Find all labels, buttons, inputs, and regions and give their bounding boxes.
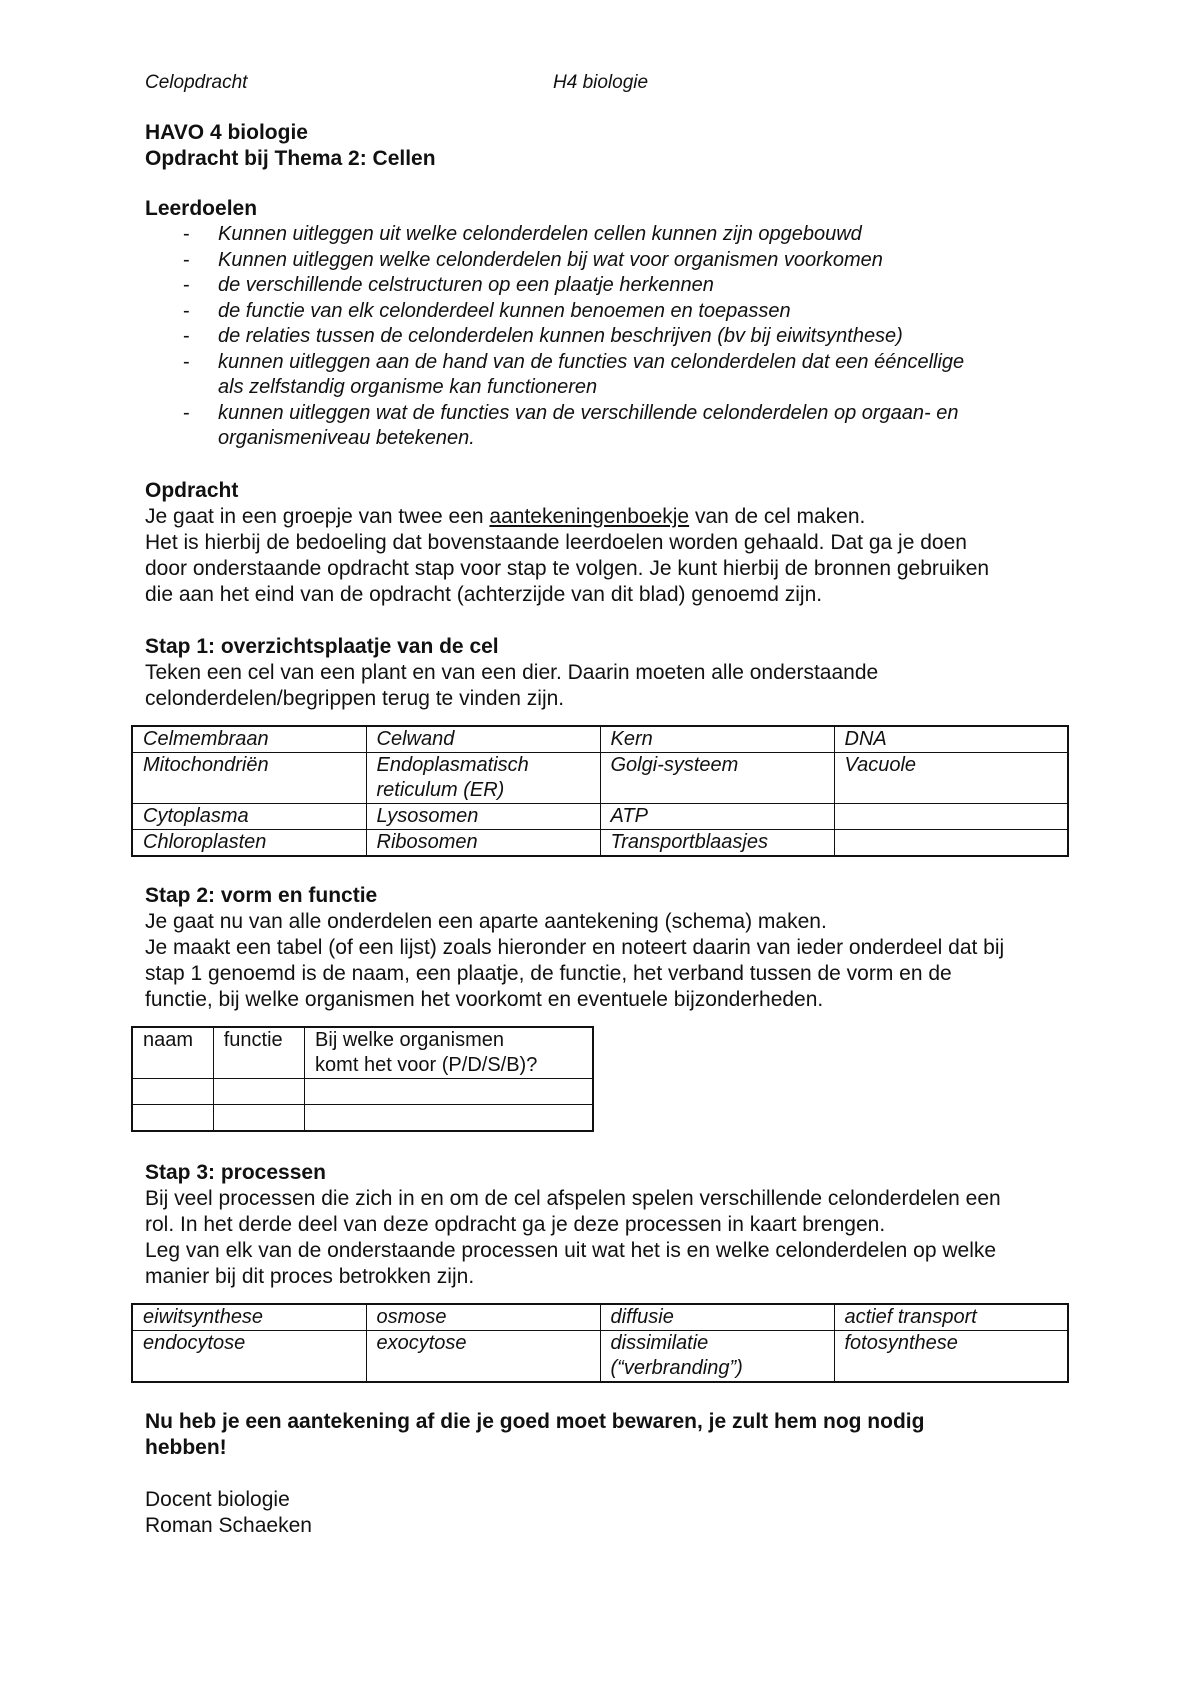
stap2-heading: Stap 2: vorm en functie [145, 883, 378, 907]
leerdoel-item [145, 273, 1075, 299]
header-left: Celopdracht [145, 72, 248, 93]
opdracht-line: die aan het eind van de opdracht (achterzijde van dit blad) genoemd zijn. [145, 582, 823, 606]
bullet-dash-icon: - [183, 299, 190, 322]
form-cell [132, 1104, 213, 1131]
celonderdeel-cell: Chloroplasten [132, 829, 366, 856]
leerdoel-text: Kunnen uitleggen welke celonderdelen bij wat voor organismen voorkomen [218, 248, 883, 271]
bullet-dash-icon: - [183, 248, 190, 271]
opdracht-intro-pre: Je gaat in een groepje van twee een [145, 504, 490, 528]
running-header [145, 70, 1075, 96]
leerdoel-item [145, 248, 1075, 274]
form-cell: functie [213, 1027, 304, 1079]
celonderdeel-cell: Lysosomen [366, 803, 600, 829]
opdracht-line: Het is hierbij de bedoeling dat bovenstaande leerdoelen worden gehaald. Dat ga je doen [145, 530, 967, 554]
title-line-2: Opdracht bij Thema 2: Cellen [145, 147, 436, 170]
proces-cell: exocytose [366, 1330, 600, 1382]
proces-cell: diffusie [600, 1304, 834, 1331]
stap3-line: Leg van elk van de onderstaande processen uit wat het is en welke celonderdelen op welke [145, 1238, 997, 1262]
celonderdeel-cell: DNA [834, 726, 1068, 753]
signature-role: Docent biologie [145, 1487, 290, 1511]
leerdoel-text: de relaties tussen de celonderdelen kunnen beschrijven (bv bij eiwitsynthese) [218, 325, 903, 347]
document-page [145, 70, 1075, 1539]
bullet-dash-icon: - [183, 223, 190, 245]
stap3-line: manier bij dit proces betrokken zijn. [145, 1264, 475, 1288]
leerdoelen-section [145, 196, 1075, 452]
table-row [132, 1104, 593, 1131]
bullet-dash-icon: - [183, 350, 190, 373]
celonderdeel-cell [834, 829, 1068, 856]
title-line-1: HAVO 4 biologie [145, 121, 308, 144]
leerdoel-item [145, 324, 1075, 350]
bullet-dash-icon: - [183, 274, 190, 296]
document-title [145, 120, 1075, 172]
leerdoel-text: kunnen uitleggen wat de functies van de verschillende celonderdelen op orgaan- en [218, 401, 959, 424]
processen-table [131, 1303, 1069, 1383]
table-row [132, 1330, 1068, 1382]
leerdoel-text: kunnen uitleggen aan de hand van de functies van celonderdelen dat een ééncellige [218, 350, 965, 373]
form-cell [132, 1078, 213, 1104]
header-right: H4 biologie [553, 72, 649, 93]
closing-note [145, 1409, 1075, 1461]
form-cell [305, 1078, 593, 1104]
closing-line-1: Nu heb je een aantekening af die je goed moet bewaren, je zult hem nog nodig [145, 1409, 925, 1433]
opdracht-section [145, 478, 1075, 608]
table-row [132, 829, 1068, 856]
celonderdeel-cell: ATP [600, 803, 834, 829]
table-row [132, 1304, 1068, 1331]
vorm-functie-table [131, 1026, 594, 1132]
leerdoel-text: organismeniveau betekenen. [218, 427, 475, 449]
stap2-line: Je maakt een tabel (of een lijst) zoals hieronder en noteert daarin van ieder onderdeel dat bij [145, 935, 1005, 959]
stap2-section [145, 883, 1075, 1132]
opdracht-intro-post: van de cel maken. [689, 504, 866, 528]
stap2-line: Je gaat nu van alle onderdelen een aparte aantekening (schema) maken. [145, 909, 827, 933]
stap2-line: functie, bij welke organismen het voorkomt en eventuele bijzonderheden. [145, 987, 824, 1011]
signature-name: Roman Schaeken [145, 1513, 312, 1537]
celonderdeel-cell: Ribosomen [366, 829, 600, 856]
stap1-line: Teken een cel van een plant en van een dier. Daarin moeten alle onderstaande [145, 660, 879, 684]
aantekeningenboekje-link: aantekeningenboekje [489, 504, 690, 528]
stap1-line: celonderdelen/begrippen terug te vinden zijn. [145, 686, 565, 710]
table-row [132, 1078, 593, 1104]
leerdoel-text: de functie van elk celonderdeel kunnen benoemen en toepassen [218, 299, 791, 322]
celonderdeel-cell: Cytoplasma [132, 803, 366, 829]
celonderdeel-cell: Transportblaasjes [600, 829, 834, 856]
celonderdeel-cell: Golgi-systeem [600, 752, 834, 803]
celonderdeel-cell: Celwand [366, 726, 600, 753]
leerdoelen-list [145, 222, 1075, 452]
celonderdeel-cell [834, 803, 1068, 829]
bullet-dash-icon: - [183, 325, 190, 347]
proces-cell: actief transport [834, 1304, 1068, 1331]
leerdoel-item [145, 299, 1075, 325]
table-row [132, 726, 1068, 753]
celonderdeel-cell: Vacuole [834, 752, 1068, 803]
signature-block [145, 1487, 1075, 1539]
celonderdeel-cell: Kern [600, 726, 834, 753]
form-cell [305, 1104, 593, 1131]
proces-cell: endocytose [132, 1330, 366, 1382]
table-row [132, 803, 1068, 829]
stap3-line: Bij veel processen die zich in en om de cel afspelen spelen verschillende celonderdelen een [145, 1186, 1001, 1210]
proces-cell: fotosynthese [834, 1330, 1068, 1382]
stap3-heading: Stap 3: processen [145, 1160, 326, 1184]
leerdoel-item [145, 222, 1075, 248]
closing-line-2: hebben! [145, 1435, 227, 1459]
opdracht-heading: Opdracht [145, 478, 239, 502]
proces-cell: osmose [366, 1304, 600, 1331]
form-cell [213, 1104, 304, 1131]
table-row [132, 752, 1068, 803]
celonderdeel-cell: Endoplasmatisch reticulum (ER) [366, 752, 600, 803]
leerdoel-text: Kunnen uitleggen uit welke celonderdelen cellen kunnen zijn opgebouwd [218, 223, 862, 245]
celonderdeel-cell: Celmembraan [132, 726, 366, 753]
form-cell [213, 1078, 304, 1104]
table-row [132, 1027, 593, 1079]
stap3-line: rol. In het derde deel van deze opdracht ga je deze processen in kaart brengen. [145, 1212, 886, 1236]
stap3-section [145, 1160, 1075, 1383]
bullet-dash-icon: - [183, 401, 190, 424]
proces-cell: eiwitsynthese [132, 1304, 366, 1331]
form-cell: Bij welke organismen komt het voor (P/D/S/B)? [305, 1027, 593, 1079]
proces-cell: dissimilatie (“verbranding”) [600, 1330, 834, 1382]
leerdoel-text: de verschillende celstructuren op een plaatje herkennen [218, 274, 714, 296]
opdracht-line: door onderstaande opdracht stap voor stap te volgen. Je kunt hierbij de bronnen gebruiken [145, 556, 990, 580]
leerdoel-text: als zelfstandig organisme kan functioneren [218, 376, 598, 398]
leerdoelen-heading: Leerdoelen [145, 197, 258, 220]
leerdoel-item [145, 401, 1075, 452]
celonderdelen-table [131, 725, 1069, 857]
leerdoel-item [145, 350, 1075, 401]
stap2-line: stap 1 genoemd is de naam, een plaatje, de functie, het verband tussen de vorm en de [145, 961, 952, 985]
opdracht-intro [145, 504, 1075, 530]
stap1-section [145, 634, 1075, 857]
form-cell: naam [132, 1027, 213, 1079]
stap1-heading: Stap 1: overzichtsplaatje van de cel [145, 634, 499, 658]
celonderdeel-cell: Mitochondriën [132, 752, 366, 803]
